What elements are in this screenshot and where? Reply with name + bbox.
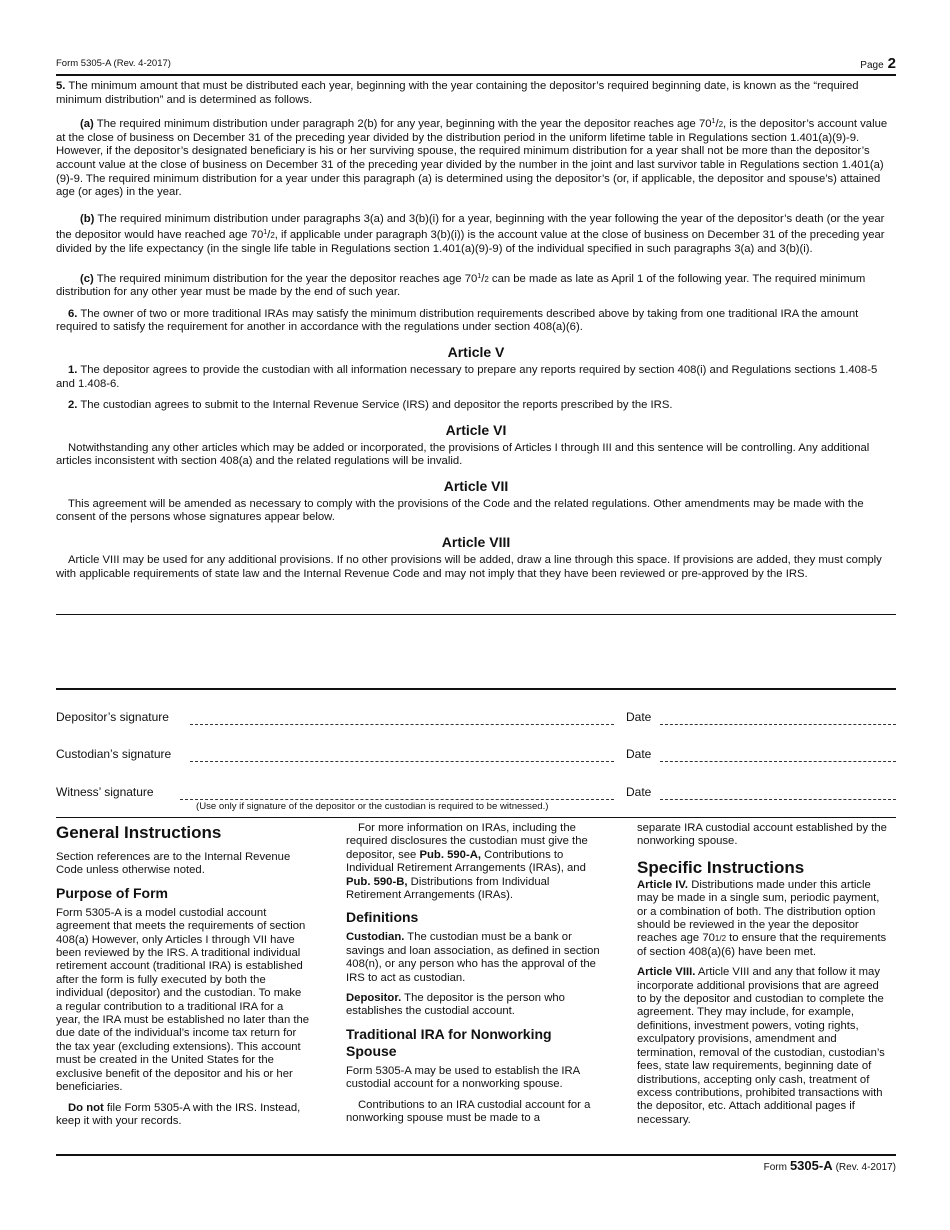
sub-text: can be made as late as April 1 of the following year. The required minimum distribution for any other year must be made by the end of such year. xyxy=(56,272,866,299)
instructions-top-rule xyxy=(56,817,896,818)
paragraph-5 xyxy=(56,80,896,107)
custodian-term: Custodian. xyxy=(346,931,405,944)
footer-form-id xyxy=(764,1158,896,1173)
do-not-label: Do not xyxy=(68,1101,104,1114)
depositor-signature-field[interactable] xyxy=(190,724,614,725)
sub-text: The required minimum distribution for the year the depositor reaches age 70 xyxy=(96,272,478,285)
sub-text: , is the depositor’s account value at the close of business on December 31 of the preceding year divided by the distribution period in the uniform lifetime table in Regulations section 1.401(a)(9)-9. However, if the depositor’s designated beneficiary is his or her surviving spouse, the required minimum distribution for a year shall not be more than the depositor’s account value at the close of business on December 31 of the preceding year divided by the number in the joint and last survivor table in Regulations section 1.401(a)(9)-9. The required minimum distribution for a year under this paragraph (a) is determined using the depositor’s (or, if applicable, the depositor and spouse’s) attained age (or ages) in the year. xyxy=(56,118,888,199)
fraction-den: 2 xyxy=(484,274,489,284)
paragraph-text: The owner of two or more traditional IRAs may satisfy the minimum distribution requirements described above by taking from one traditional IRA the amount required to satisfy the requirement for another in accordance with the regulations under section 408(a)(6). xyxy=(56,307,859,334)
more-text: Contributions to Individual Retirement Arrangements (IRAs), and xyxy=(346,848,586,875)
purpose-of-form-title: Purpose of Form xyxy=(56,884,169,901)
witness-date-field[interactable] xyxy=(660,799,896,800)
nonworking-spouse-title: Traditional IRA for Nonworking Spouse xyxy=(346,1025,552,1059)
contributions-text: Contributions to an IRA custodial account for a nonworking spouse must be made to a xyxy=(346,1098,591,1125)
middle-column xyxy=(346,822,600,1133)
specific-instructions-title: Specific Instructions xyxy=(637,857,805,877)
general-instructions-column xyxy=(56,822,310,1135)
paragraph-6 xyxy=(56,308,896,335)
depositor-term: Depositor. xyxy=(346,992,402,1005)
paragraph-5c xyxy=(56,270,896,300)
article-vii-text: This agreement will be amended as necessary to comply with the provisions of the Code and the related regulations. Other amendments may be made with the consent of the persons whose signatures appear below. xyxy=(56,497,864,524)
article-vi-title: Article VI xyxy=(445,421,507,438)
article-iv-label: Article IV. xyxy=(637,878,689,891)
custodian-signature-field[interactable] xyxy=(190,761,614,762)
sub-text: , if applicable under paragraph 3(b)(i)) is the account value at the close of business on December 31 of the preceding year divided by the life expectancy (in the single life table in Regulations section 1.401(a)(9)-9) of the individual specified in such paragraphs 3(a) and 3(b)(i). xyxy=(56,229,885,255)
fraction-den: 2 xyxy=(270,231,275,241)
fraction-den: 2 xyxy=(721,934,727,944)
article-viii-instruction xyxy=(637,966,891,1127)
pub-590a: Pub. 590-A, xyxy=(419,848,482,861)
continued-text: separate IRA custodial account established by the nonworking spouse. xyxy=(637,822,887,848)
header-rule xyxy=(56,74,896,76)
form-revision: Form 5305-A (Rev. 4-2017) xyxy=(56,58,171,69)
article-vii-title: Article VII xyxy=(443,477,509,494)
depositor-signature-label: Depositor’s signature xyxy=(56,710,169,724)
sub-text: The required minimum distribution under paragraphs 3(a) and 3(b)(i) for a year, beginning with the year following the year of the depositor’s death (or the year the depositor would have reached age 70 xyxy=(56,212,885,242)
fraction-num: 1 xyxy=(263,229,268,237)
sub-label: (b) xyxy=(80,212,95,225)
depositor-date-field[interactable] xyxy=(660,724,896,725)
paragraph-number: 1. xyxy=(68,363,78,376)
article-iv-text: to ensure that the requirements of section 408(a)(6) have been met. xyxy=(637,932,887,958)
custodian-date-field[interactable] xyxy=(660,761,896,762)
footer-revision: (Rev. 4-2017) xyxy=(835,1162,896,1173)
article-viii-text: Article VIII and any that follow it may incorporate additional provisions that are agreed to by the depositor and custodian to complete the agreement. They may include, for example, definitions, investment powers, voting rights, exculpatory provisions, amendment and termination, removal of the custodian, custodian’s fees, state law requirements, beginning date of distributions, accepting only cash, treatment of excess contributions, prohibited transactions with the depositor, etc. Attach additional pages if necessary. xyxy=(637,966,885,1126)
article-viii-text: Article VIII may be used for any additional provisions. If no other provisions will be added, draw a line through this space. If provisions are added, they must comply with applicable requirements of state law and the Internal Revenue Code and may not imply that they have been reviewed or pre-approved by the IRS. xyxy=(56,554,882,580)
fraction-slash: / xyxy=(481,272,485,285)
article-viii-title: Article VIII xyxy=(441,534,511,551)
depositor-signature-row xyxy=(56,710,896,728)
do-not-text: file Form 5305-A with the IRS. Instead, keep it with your records. xyxy=(56,1101,301,1127)
custodian-signature-label: Custodian’s signature xyxy=(56,747,172,761)
depositor-definition xyxy=(346,992,600,1019)
do-not-file-note xyxy=(56,1102,310,1129)
paragraph-text: The depositor agrees to provide the custodian with all information necessary to prepare any reports required by section 408(i) and Regulations sections 1.408-5 and 1.408-6. xyxy=(56,363,878,390)
page-indicator xyxy=(860,55,896,72)
agreement-body xyxy=(56,80,896,589)
depositor-text: The depositor is the person who establishes the custodial account. xyxy=(346,992,565,1018)
pub-590b: Pub. 590-B, xyxy=(346,875,408,888)
article-vi-text: Notwithstanding any other articles which may be added or incorporated, the provisions of Articles I through III and this sentence will be controlling. Any additional articles inconsistent with section 408(a) and the related regulations will be invalid. xyxy=(56,441,870,468)
sub-label: (a) xyxy=(80,118,94,131)
page-number: 2 xyxy=(887,55,896,72)
article-v-paragraph-2 xyxy=(56,399,896,413)
article-v-title: Article V xyxy=(447,343,505,360)
signature-section-rule xyxy=(56,688,896,690)
fraction-slash: / xyxy=(715,118,719,131)
custodian-text: The custodian must be a bank or savings and loan association, as defined in section 408(n), or any person who has the approval of the IRS to act as custodian. xyxy=(346,931,600,984)
paragraph-number: 6. xyxy=(68,307,78,320)
fraction-num: 1 xyxy=(711,118,716,126)
paragraph-5b xyxy=(56,213,896,257)
sub-text: The required minimum distribution under paragraph 2(b) for any year, beginning with the year the depositor reaches age 70 xyxy=(96,118,712,131)
witness-note: (Use only if signature of the depositor or the custodian is required to be witnessed.) xyxy=(196,801,549,812)
general-instructions-title: General Instructions xyxy=(56,823,222,842)
fraction-num: 1 xyxy=(714,934,720,944)
fraction-den: 2 xyxy=(718,120,724,130)
general-intro: Section references are to the Internal Revenue Code unless otherwise noted. xyxy=(56,851,291,877)
more-text: Distributions from Individual Retirement Arrangements (IRAs). xyxy=(346,875,550,902)
witness-signature-field[interactable] xyxy=(180,799,614,800)
specific-instructions-column xyxy=(637,822,891,1134)
footer-form-label: Form xyxy=(763,1162,787,1173)
article-viii-label: Article VIII. xyxy=(637,966,696,979)
footer-rule xyxy=(56,1154,896,1156)
paragraph-number: 5. xyxy=(56,80,66,92)
purpose-text: Form 5305-A is a model custodial account agreement that meets the requirements of section 408(a) However, only Articles I through VII have been reviewed by the IRS. A traditional individual retirement account (traditional IRA) is established after the form is fully executed by both the individual (depositor) and the custodian. To make a regular contribution to a traditional IRA for a year, the IRA must be established no later than the due date of the individual’s income tax return for the tax year (excluding extensions). This account must be created in the United States for the exclusive benefit of the depositor and his or her beneficiaries. xyxy=(56,906,310,1094)
custodian-date-label: Date xyxy=(626,747,652,761)
witness-signature-label: Witness’ signature xyxy=(56,785,154,799)
sub-label: (c) xyxy=(80,272,94,285)
depositor-date-label: Date xyxy=(626,710,652,724)
more-information xyxy=(346,822,600,902)
article-v-paragraph-1 xyxy=(56,364,896,391)
witness-date-label: Date xyxy=(626,785,652,799)
fraction-slash: / xyxy=(267,229,271,242)
custodian-definition xyxy=(346,931,600,985)
custodian-signature-row xyxy=(56,747,896,765)
nonworking-spouse-text: Form 5305-A may be used to establish the IRA custodial account for a nonworking spouse. xyxy=(346,1064,580,1091)
paragraph-text: The custodian agrees to submit to the Internal Revenue Service (IRS) and depositor the reports prescribed by the IRS. xyxy=(80,399,673,412)
fraction-num: 1 xyxy=(477,272,482,280)
footer-form-number: 5305-A xyxy=(789,1158,833,1173)
provision-space-top-rule xyxy=(56,614,896,615)
fraction-slash: / xyxy=(719,934,722,944)
page-label: Page xyxy=(860,60,884,71)
article-iv-text: Distributions made under this article may be made in a single sum, periodic payment, or a combination of both. The distribution option should be reviewed in the year the depositor reaches age 70 xyxy=(637,878,880,945)
article-iv-instruction xyxy=(637,879,891,959)
paragraph-5a xyxy=(56,115,896,200)
paragraph-number: 2. xyxy=(68,399,78,412)
paragraph-text: The minimum amount that must be distributed each year, beginning with the year containing the depositor’s required beginning date, is known as the “required minimum distribution” and is determined as follows. xyxy=(56,80,859,106)
more-text: For more information on IRAs, including the required disclosures the custodian must give the depositor, see xyxy=(346,822,588,861)
definitions-title: Definitions xyxy=(346,909,419,926)
